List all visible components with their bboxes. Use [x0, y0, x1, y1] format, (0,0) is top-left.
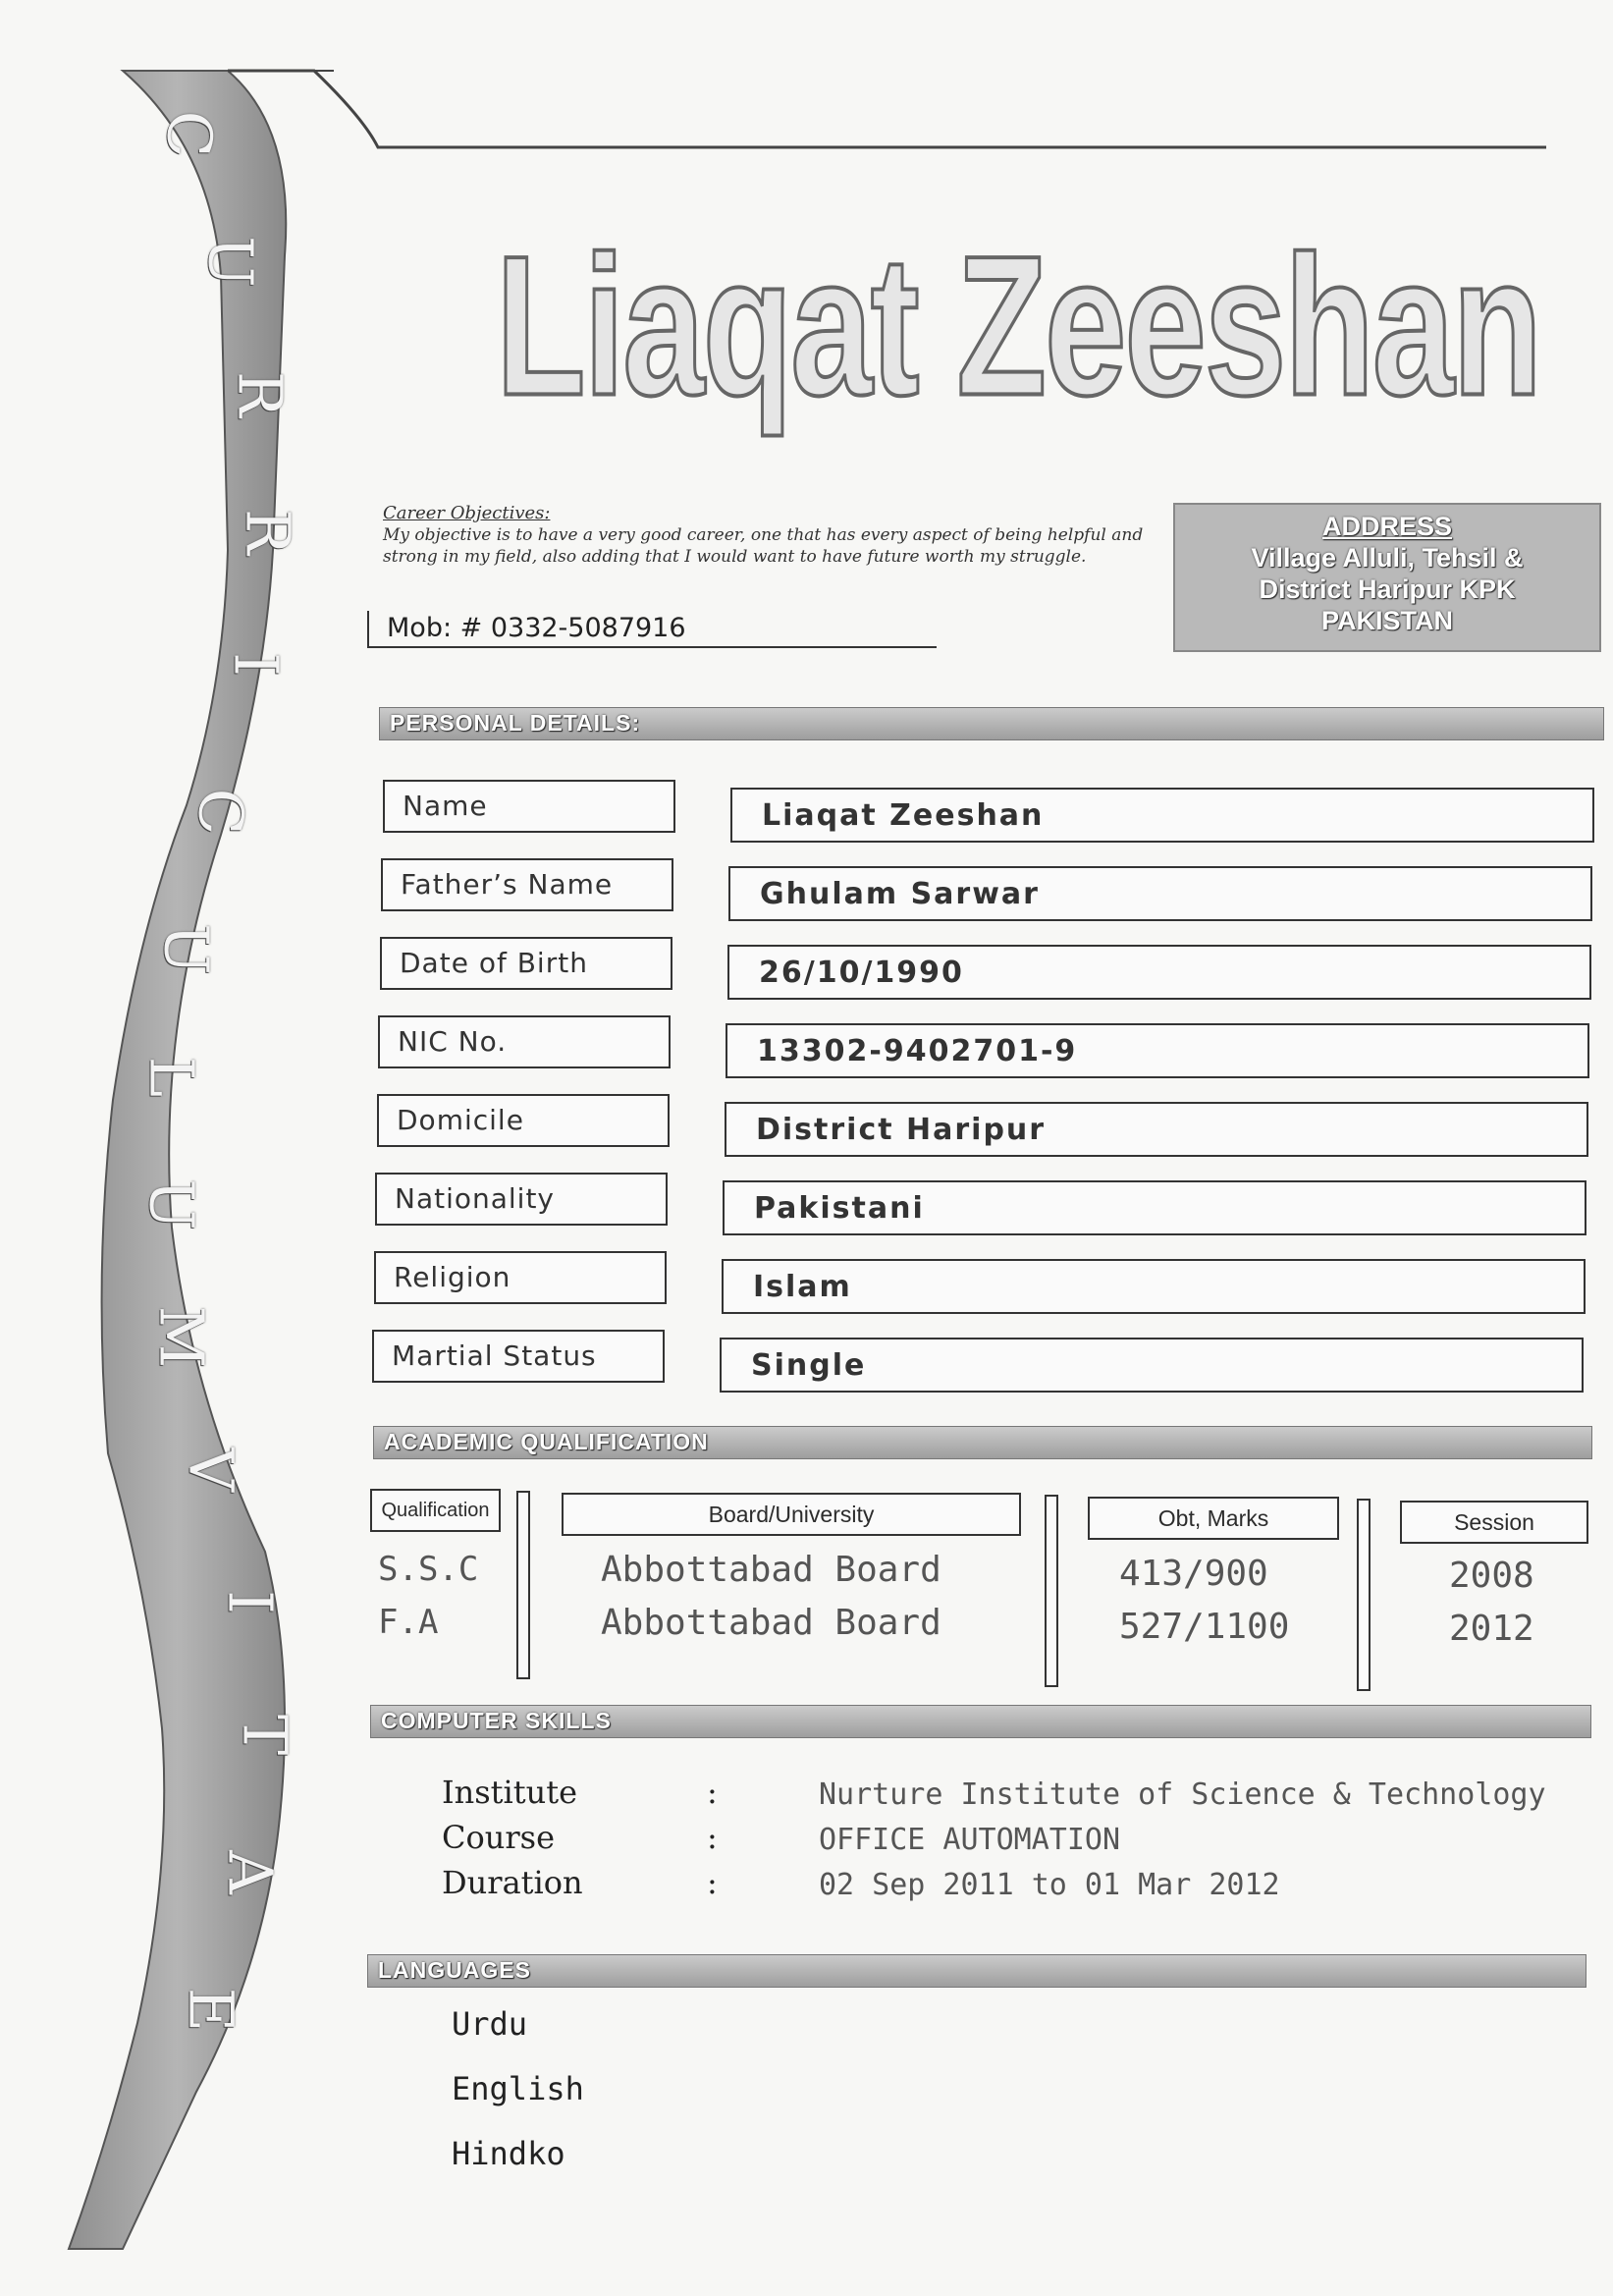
field-label: Father’s Name: [381, 858, 673, 911]
header-board: Board/University: [562, 1493, 1021, 1536]
address-heading: ADDRESS: [1321, 512, 1453, 541]
banner-letter: V: [175, 1448, 247, 1492]
address-line-3: PAKISTAN: [1321, 606, 1453, 635]
banner-letter: T: [229, 1714, 301, 1756]
session-cell: 2008: [1449, 1556, 1534, 1596]
header-qualification: Qualification: [370, 1489, 501, 1532]
field-value: 13302-9402701-9: [726, 1023, 1589, 1078]
objective-heading: Career Objectives:: [383, 503, 551, 523]
section-personal-details: [379, 707, 1604, 740]
career-objective: [383, 503, 1158, 568]
language-item: Hindko: [452, 2135, 565, 2172]
section-title: PERSONAL DETAILS:: [390, 710, 641, 736]
field-label: Name: [383, 780, 675, 833]
page-title: Liaqat Zeeshan: [496, 213, 1540, 437]
banner-letter: L: [135, 1056, 208, 1098]
skill-key: Course: [442, 1819, 556, 1856]
column-divider: [1045, 1495, 1058, 1687]
marks-cell: 413/900: [1119, 1554, 1268, 1594]
skill-separator: :: [707, 1774, 718, 1811]
field-value: Liaqat Zeeshan: [730, 788, 1594, 843]
session-cell: 2012: [1449, 1609, 1534, 1649]
banner-letter: U: [135, 1178, 208, 1230]
banner-letter: U: [150, 923, 223, 975]
skill-value: Nurture Institute of Science & Technology: [819, 1777, 1546, 1812]
field-value: Single: [720, 1338, 1584, 1393]
banner-letter: A: [214, 1850, 287, 1894]
banner-letter: R: [224, 371, 296, 417]
banner-letter: R: [232, 509, 304, 555]
section-computer-skills: [370, 1705, 1591, 1738]
skill-key: Duration: [442, 1864, 583, 1901]
qualification-cell: S.S.C: [378, 1550, 479, 1589]
marks-cell: 527/1100: [1119, 1607, 1290, 1647]
field-label: Domicile: [377, 1094, 670, 1147]
section-title: ACADEMIC QUALIFICATION: [384, 1429, 709, 1454]
field-label: Nationality: [375, 1173, 668, 1226]
banner-letter: C: [185, 788, 257, 836]
objective-text: My objective is to have a very good career, one that has every aspect of being helpful and strong in my field, also adding that I would want to have future worth my struggle.: [383, 525, 1144, 567]
field-label: Martial Status: [372, 1330, 665, 1383]
skill-key: Institute: [442, 1774, 578, 1811]
language-item: English: [452, 2070, 584, 2107]
field-label: Religion: [374, 1251, 667, 1304]
field-value: Pakistani: [723, 1180, 1586, 1235]
column-divider: [1357, 1499, 1371, 1691]
section-title: LANGUAGES: [378, 1957, 531, 1983]
column-divider: [516, 1491, 530, 1679]
field-value: Islam: [722, 1259, 1586, 1314]
address-line-2: District Haripur KPK: [1259, 574, 1516, 604]
banner-letter: C: [153, 110, 226, 158]
field-value: 26/10/1990: [727, 945, 1591, 1000]
banner-letter: E: [175, 1987, 247, 2033]
skill-value: OFFICE AUTOMATION: [819, 1823, 1121, 1857]
field-label: NIC No.: [378, 1015, 671, 1068]
skill-value: 02 Sep 2011 to 01 Mar 2012: [819, 1868, 1280, 1902]
banner-letter: I: [220, 652, 293, 677]
banner-letter: U: [194, 236, 267, 288]
language-item: Urdu: [452, 2005, 528, 2043]
field-value: District Haripur: [725, 1102, 1588, 1157]
banner-letter: I: [214, 1590, 287, 1614]
address-box: [1173, 503, 1601, 652]
section-languages: [367, 1954, 1586, 1988]
section-academic: [373, 1426, 1592, 1459]
field-label: Date of Birth: [380, 937, 672, 990]
header-session: Session: [1400, 1501, 1588, 1544]
board-cell: Abbottabad Board: [601, 1550, 941, 1590]
address-line-1: Village Alluli, Tehsil &: [1251, 543, 1524, 573]
banner-letter: M: [145, 1305, 218, 1369]
board-cell: Abbottabad Board: [601, 1603, 941, 1643]
qualification-cell: F.A: [378, 1603, 439, 1642]
section-title: COMPUTER SKILLS: [381, 1708, 612, 1733]
mobile-number: Mob: # 0332-5087916: [367, 611, 937, 648]
field-value: Ghulam Sarwar: [728, 866, 1592, 921]
skill-separator: :: [707, 1819, 718, 1856]
header-marks: Obt, Marks: [1088, 1497, 1339, 1540]
skill-separator: :: [707, 1864, 718, 1901]
